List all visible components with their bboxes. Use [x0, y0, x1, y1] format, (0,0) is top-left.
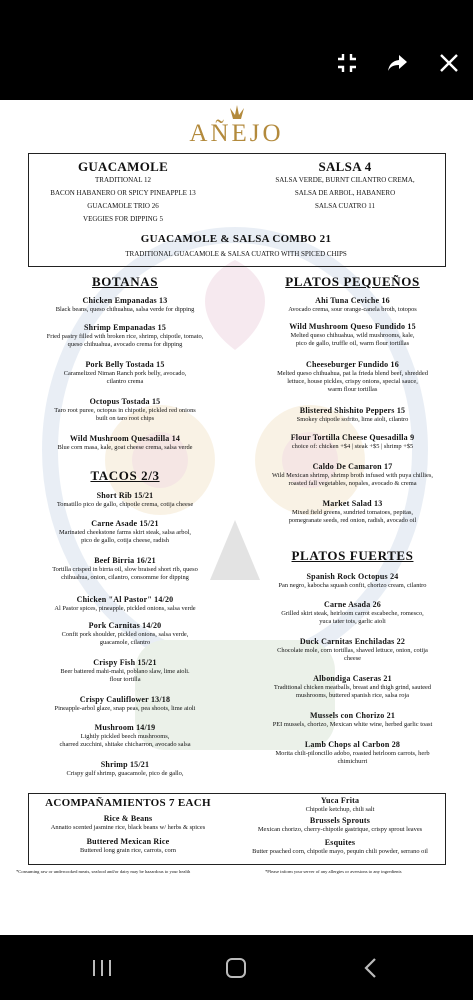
side-item-desc: Buttered long grain rice, carrots, corn	[80, 847, 176, 854]
agave-icon	[226, 105, 248, 119]
menu-item-desc: charred zucchini, shitake chicharron, avocado salsa	[59, 741, 191, 748]
menu-item-desc: PEI mussels, chorizo, Mexican white wine, herbed garlic toast	[272, 721, 433, 728]
guac-line: TRADITIONAL 12	[95, 176, 151, 184]
menu-item-desc: built on taro root chips	[95, 415, 155, 422]
menu-item-desc: roasted fall vegetables, nopales, avocado & crema	[288, 480, 417, 487]
menu-item-name: Shrimp Empanadas 15	[83, 323, 167, 332]
menu-item-name: Chicken "Al Pastor" 14/20	[76, 595, 174, 604]
menu-item-desc: pico de gallo, cotija cheese, radish	[81, 537, 169, 544]
menu-item-desc: Melted queso chihuahua, pat la frieda blend beef, shredded	[277, 370, 428, 377]
guac-line: GUACAMOLE TRIO 26	[87, 202, 159, 210]
side-item-desc: Mexican chorizo, cherry-chipotle gastrique, crispy sprout leaves	[257, 826, 423, 833]
menu-item-name: Cheeseburger Fundido 16	[306, 360, 399, 369]
menu-item-desc: Smokey chipotle sofrito, lime aioli, cilantro	[296, 416, 409, 423]
combo-title: GUACAMOLE & SALSA COMBO 21	[140, 233, 332, 245]
menu-item-name: Carne Asade 15/21	[91, 519, 159, 528]
menu-item-name: Mushroom 14/19	[94, 723, 156, 732]
salsa-line: SALSA VERDE, BURNT CILANTRO CREMA,	[275, 176, 415, 184]
menu-item-desc: mushrooms, buttered spanish rice, salsa roja	[295, 692, 410, 699]
menu-item-name: Shrimp 15/21	[100, 760, 150, 769]
close-icon[interactable]	[432, 46, 466, 80]
combo-desc: TRADITIONAL GUACAMOLE & SALSA CUATRO WITH SPICED CHIPS	[125, 250, 347, 258]
menu-item-desc: Lightly pickled beech mushrooms,	[80, 733, 170, 740]
menu-item-name: Mussels con Chorizo 21	[309, 711, 396, 720]
tacos-title: TACOS 2/3	[90, 468, 160, 483]
menu-item-desc: Al Pastor spices, pineapple, pickled onions, salsa verde	[54, 605, 196, 612]
side-item-desc: Butter poached corn, chipotle mayo, pequin chili powder, serrano oil	[252, 848, 428, 855]
menu-item-name: Beef Birria 16/21	[94, 556, 156, 565]
restaurant-name: AÑEJO	[189, 120, 284, 147]
menu-item-desc: chihuahua, onion, cilantro, consomme for dipping	[61, 574, 189, 581]
platos-pequenos-title: PLATOS PEQUEÑOS	[285, 274, 420, 289]
botanas-title: BOTANAS	[91, 274, 159, 289]
side-item-name: Buttered Mexican Rice	[86, 837, 170, 846]
menu-item-desc: Mixed field greens, sundried tomatoes, pepitas,	[291, 509, 414, 516]
side-item-desc: Chipotle ketchup, chili salt	[305, 806, 375, 813]
menu-item-name: Crispy Cauliflower 13/18	[79, 695, 171, 704]
viewer-toolbar	[0, 0, 473, 100]
menu-item-name: Pork Carnitas 14/20	[88, 621, 162, 630]
menu-item-desc: queso chihuahua, avocado crema for dipping	[67, 341, 183, 348]
menu-item-desc: Blue corn masa, kale, goat cheese crema, salsa verde	[57, 444, 193, 451]
menu-item-name: Wild Mushroom Quesadilla 14	[69, 434, 181, 443]
menu-item-desc: guacamole, cilantro	[99, 639, 151, 646]
menu-item-name: Crispy Fish 15/21	[93, 658, 157, 667]
menu-item-desc: flour tortilla	[109, 676, 141, 683]
guac-line: VEGGIES FOR DIPPING 5	[83, 215, 163, 223]
menu-item-name: Pork Belly Tostada 15	[85, 360, 165, 369]
platos-fuertes-title: PLATOS FUERTES	[291, 548, 414, 563]
menu-item-desc: Grilled skirt steak, heirloom carrot escabeche, romesco,	[281, 610, 424, 617]
footnote-allergies: *Please inform your server of any allergies or aversions to any ingredients	[265, 869, 402, 874]
menu-item-desc: chimichurri	[337, 758, 368, 765]
menu-item-desc: Beer battered mahi-mahi, poblano slaw, lime aioli.	[60, 668, 190, 675]
menu-image	[0, 100, 473, 935]
menu-item-desc: Crispy gulf shrimp, guacamole, pico de gallo,	[66, 770, 184, 777]
menu-item-name: Flour Tortilla Cheese Quesadilla 9	[290, 433, 415, 442]
menu-item-name: Wild Mushroom Queso Fundido 15	[289, 322, 416, 331]
collapse-icon[interactable]	[330, 46, 364, 80]
menu-item-desc: pomegranate seeds, red onion, radish, avocado oil	[288, 517, 417, 524]
menu-item-desc: Wild Mexican shrimp, shrimp broth infused with puya chillies,	[272, 472, 433, 479]
acompanamientos-title: ACOMPAÑAMIENTOS 7 EACH	[45, 797, 211, 809]
menu-item-desc: Chocolate mole, corn tortillas, shaved lettuce, onion, cotija	[277, 647, 428, 654]
salsa-title: SALSA 4	[318, 159, 372, 174]
menu-item-name: Market Salad 13	[322, 499, 383, 508]
menu-item-name: Duck Carnitas Enchiladas 22	[299, 637, 406, 646]
side-item-name: Brussels Sprouts	[309, 816, 371, 825]
guacamole-title: GUACAMOLE	[77, 159, 169, 174]
menu-item-name: Octopus Tostada 15	[89, 397, 161, 406]
menu-item-desc: pico de gallo, truffle oil, warm flour tortillas	[295, 340, 410, 347]
menu-item-desc: Confit pork shoulder, pickled onions, salsa verde,	[61, 631, 189, 638]
menu-item-desc: choice of: chicken +$4 | steak +$5 | shrimp +$5	[291, 443, 414, 450]
menu-item-name: Spanish Rock Octopus 24	[306, 572, 399, 581]
menu-item-desc: Taro root puree, octopus in chipotle, pickled red onions	[54, 407, 196, 414]
menu-item-name: Carne Asada 26	[323, 600, 382, 609]
menu-item-desc: Pineapple-arbol glaze, snap peas, pea shoots, lime aioli	[54, 705, 196, 712]
salsa-line: SALSA DE ARBOL, HABANERO	[294, 189, 396, 197]
menu-item-desc: lettuce, house pickles, crispy onions, special sauce,	[287, 378, 418, 385]
menu-item-name: Short Rib 15/21	[96, 491, 154, 500]
salsa-line: SALSA CUATRO 11	[314, 202, 376, 210]
menu-item-desc: Black beans, queso chihuahua, salsa verde for dipping	[55, 306, 195, 313]
menu-item-name: Chicken Empanadas 13	[82, 296, 168, 305]
menu-item-desc: cilantro crema	[106, 378, 144, 385]
menu-item-desc: Marinated cheekstone farms skirt steak, salsa arbol,	[58, 529, 192, 536]
menu-item-desc: yuca tater tots, garlic aioli	[319, 618, 386, 625]
menu-item-desc: Tortilla crisped in birria oil, slow braised short rib, queso	[52, 566, 198, 573]
menu-item-name: Albondiga Caseras 21	[313, 674, 392, 683]
share-icon[interactable]	[380, 46, 414, 80]
menu-item-desc: Fried pastry filled with broken rice, shrimp, chipotle, tomato,	[46, 333, 204, 340]
menu-item-desc: Pan negro, kabocha squash confit, chorizo cream, cilantro	[278, 582, 427, 589]
side-item-name: Esquites	[324, 838, 356, 847]
menu-item-desc: warm flour tortillas	[327, 386, 378, 393]
menu-item-name: Blistered Shishito Peppers 15	[299, 406, 406, 415]
menu-item-desc: Morita chili-piloncillo adobo, roasted heirloom carrots, herb	[275, 750, 430, 757]
system-nav-bar	[0, 935, 473, 1000]
menu-item-name: Ahi Tuna Ceviche 16	[315, 296, 390, 305]
side-item-name: Rice & Beans	[103, 814, 153, 823]
menu-item-name: Caldo De Camaron 17	[312, 462, 393, 471]
menu-item-desc: Caramelized Niman Ranch pork belly, avocado,	[63, 370, 187, 377]
menu-item-desc: Tomatillo pico de gallo, chipotle crema, cotija cheese	[56, 501, 194, 508]
menu-item-desc: Traditional chicken meatballs, breast and thigh grind, sauteed	[273, 684, 432, 691]
menu-item-desc: Melted queso chihuahua, wild mushrooms, kale,	[290, 332, 415, 339]
menu-item-desc: Avocado crema, sour orange-canela broth, totopos	[288, 306, 417, 313]
guac-line: BACON HABANERO OR SPICY PINEAPPLE 13	[50, 189, 196, 197]
menu-item-desc: cheese	[343, 655, 362, 662]
back-icon[interactable]	[350, 953, 390, 983]
footnote-health: *Consuming raw or undercooked meats, seafood and/or dairy may be hazardous to your health	[16, 869, 191, 874]
side-item-desc: Annatto scented jasmine rice, black beans w/ herbs & spices	[50, 824, 206, 831]
recent-apps-icon[interactable]	[82, 953, 122, 983]
side-item-name: Yuca Frita	[320, 796, 360, 805]
menu-item-name: Lamb Chops al Carbon 28	[304, 740, 401, 749]
logo	[0, 100, 473, 155]
home-icon[interactable]	[216, 953, 256, 983]
